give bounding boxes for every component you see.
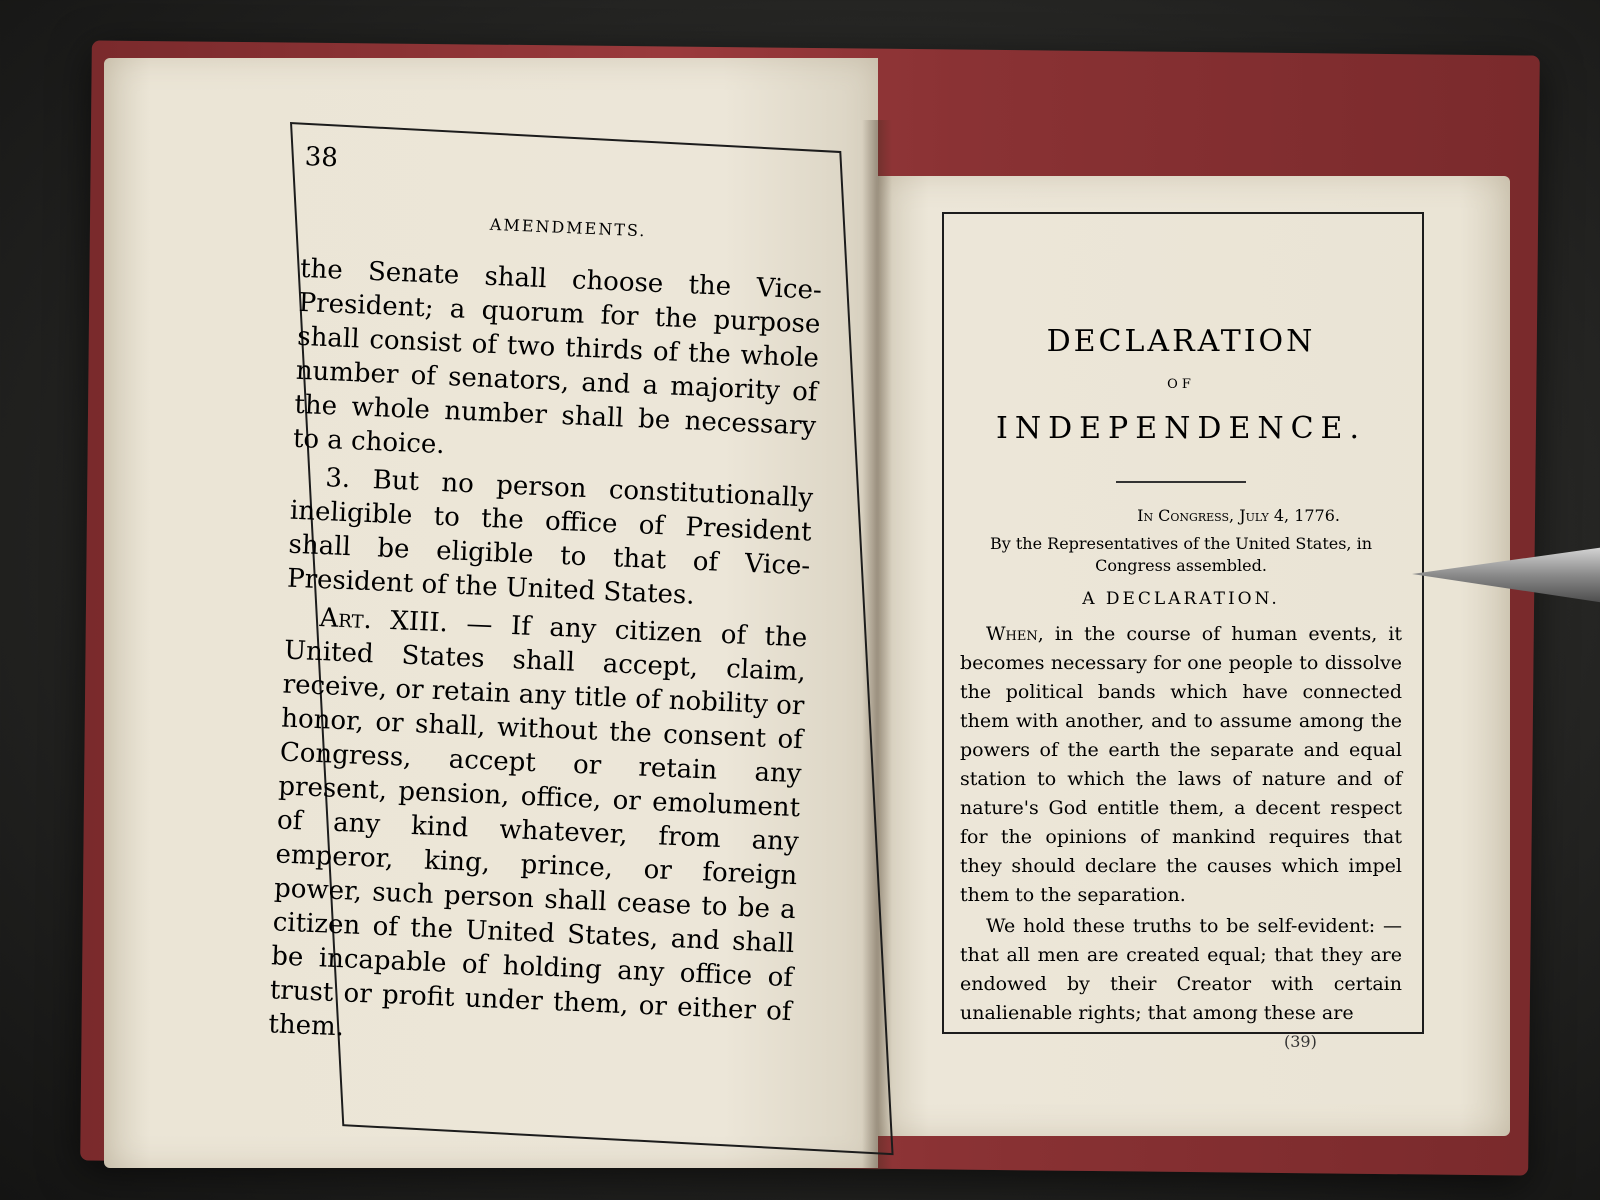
subtitle: By the Representatives of the United States, in Congress assembled. [989,534,1373,575]
article-label: Art. XIII. — [318,603,494,641]
paragraph-text: , in the course of human events, it becomes necessary for one people to dissolve the political bands which have connected them with another, and to assume among the powers of the earth the separate and equal station to which the laws of nature and of nature's God entitle them, a decent respect for the opinions of mankind requires that they should declare the causes which impel them to the separation. [960,623,1402,906]
dateline: In Congress, July 4, 1776. [1137,506,1340,525]
article-paragraph [268,600,808,1063]
title-declaration: DECLARATION [1046,324,1316,359]
title-of: OF [1167,377,1195,392]
right-page-text [960,320,1402,1030]
running-head: AMENDMENTS. [489,214,647,241]
folio-number: (39) [1284,1032,1317,1051]
section-heading: A DECLARATION. [1082,589,1280,609]
title-independence: INDEPENDENCE. [996,411,1366,446]
article-text: If any citizen of the United States shall accept, claim, receive, or retain any title of nobility or honor, or shall, without the consent of Congress, accept or retain any present, pension, office, or emolument of any kind whatever, from any emperor, king, prince, or foreign power, such person shall cease to be a citizen of the United States, and shall be incapable of holding any office of trust or profit under them, or either of them. [267,610,808,1043]
paragraph [960,620,1402,910]
paragraph: the Senate shall choose the Vice-President; a quorum for the purpose shall consist of two thirds of the whole number of senators, and a majority of the whole number shall be necessary to a choice. [292,253,823,461]
letter-opener-blade-icon [1412,546,1600,606]
divider-rule [1116,481,1246,483]
left-page-text [268,130,828,1067]
page-number: 38 [304,141,339,174]
paragraph: 3. But no person constitutionally ineligible to the office of President shall be eligible to that of Vice-President of the United States. [286,463,814,611]
lead-word: When [986,623,1038,645]
paragraph: We hold these truths to be self-evident: — that all men are created equal; that they are endowed by their Creator with certain unalienable rights; that among these are [960,915,1402,1024]
